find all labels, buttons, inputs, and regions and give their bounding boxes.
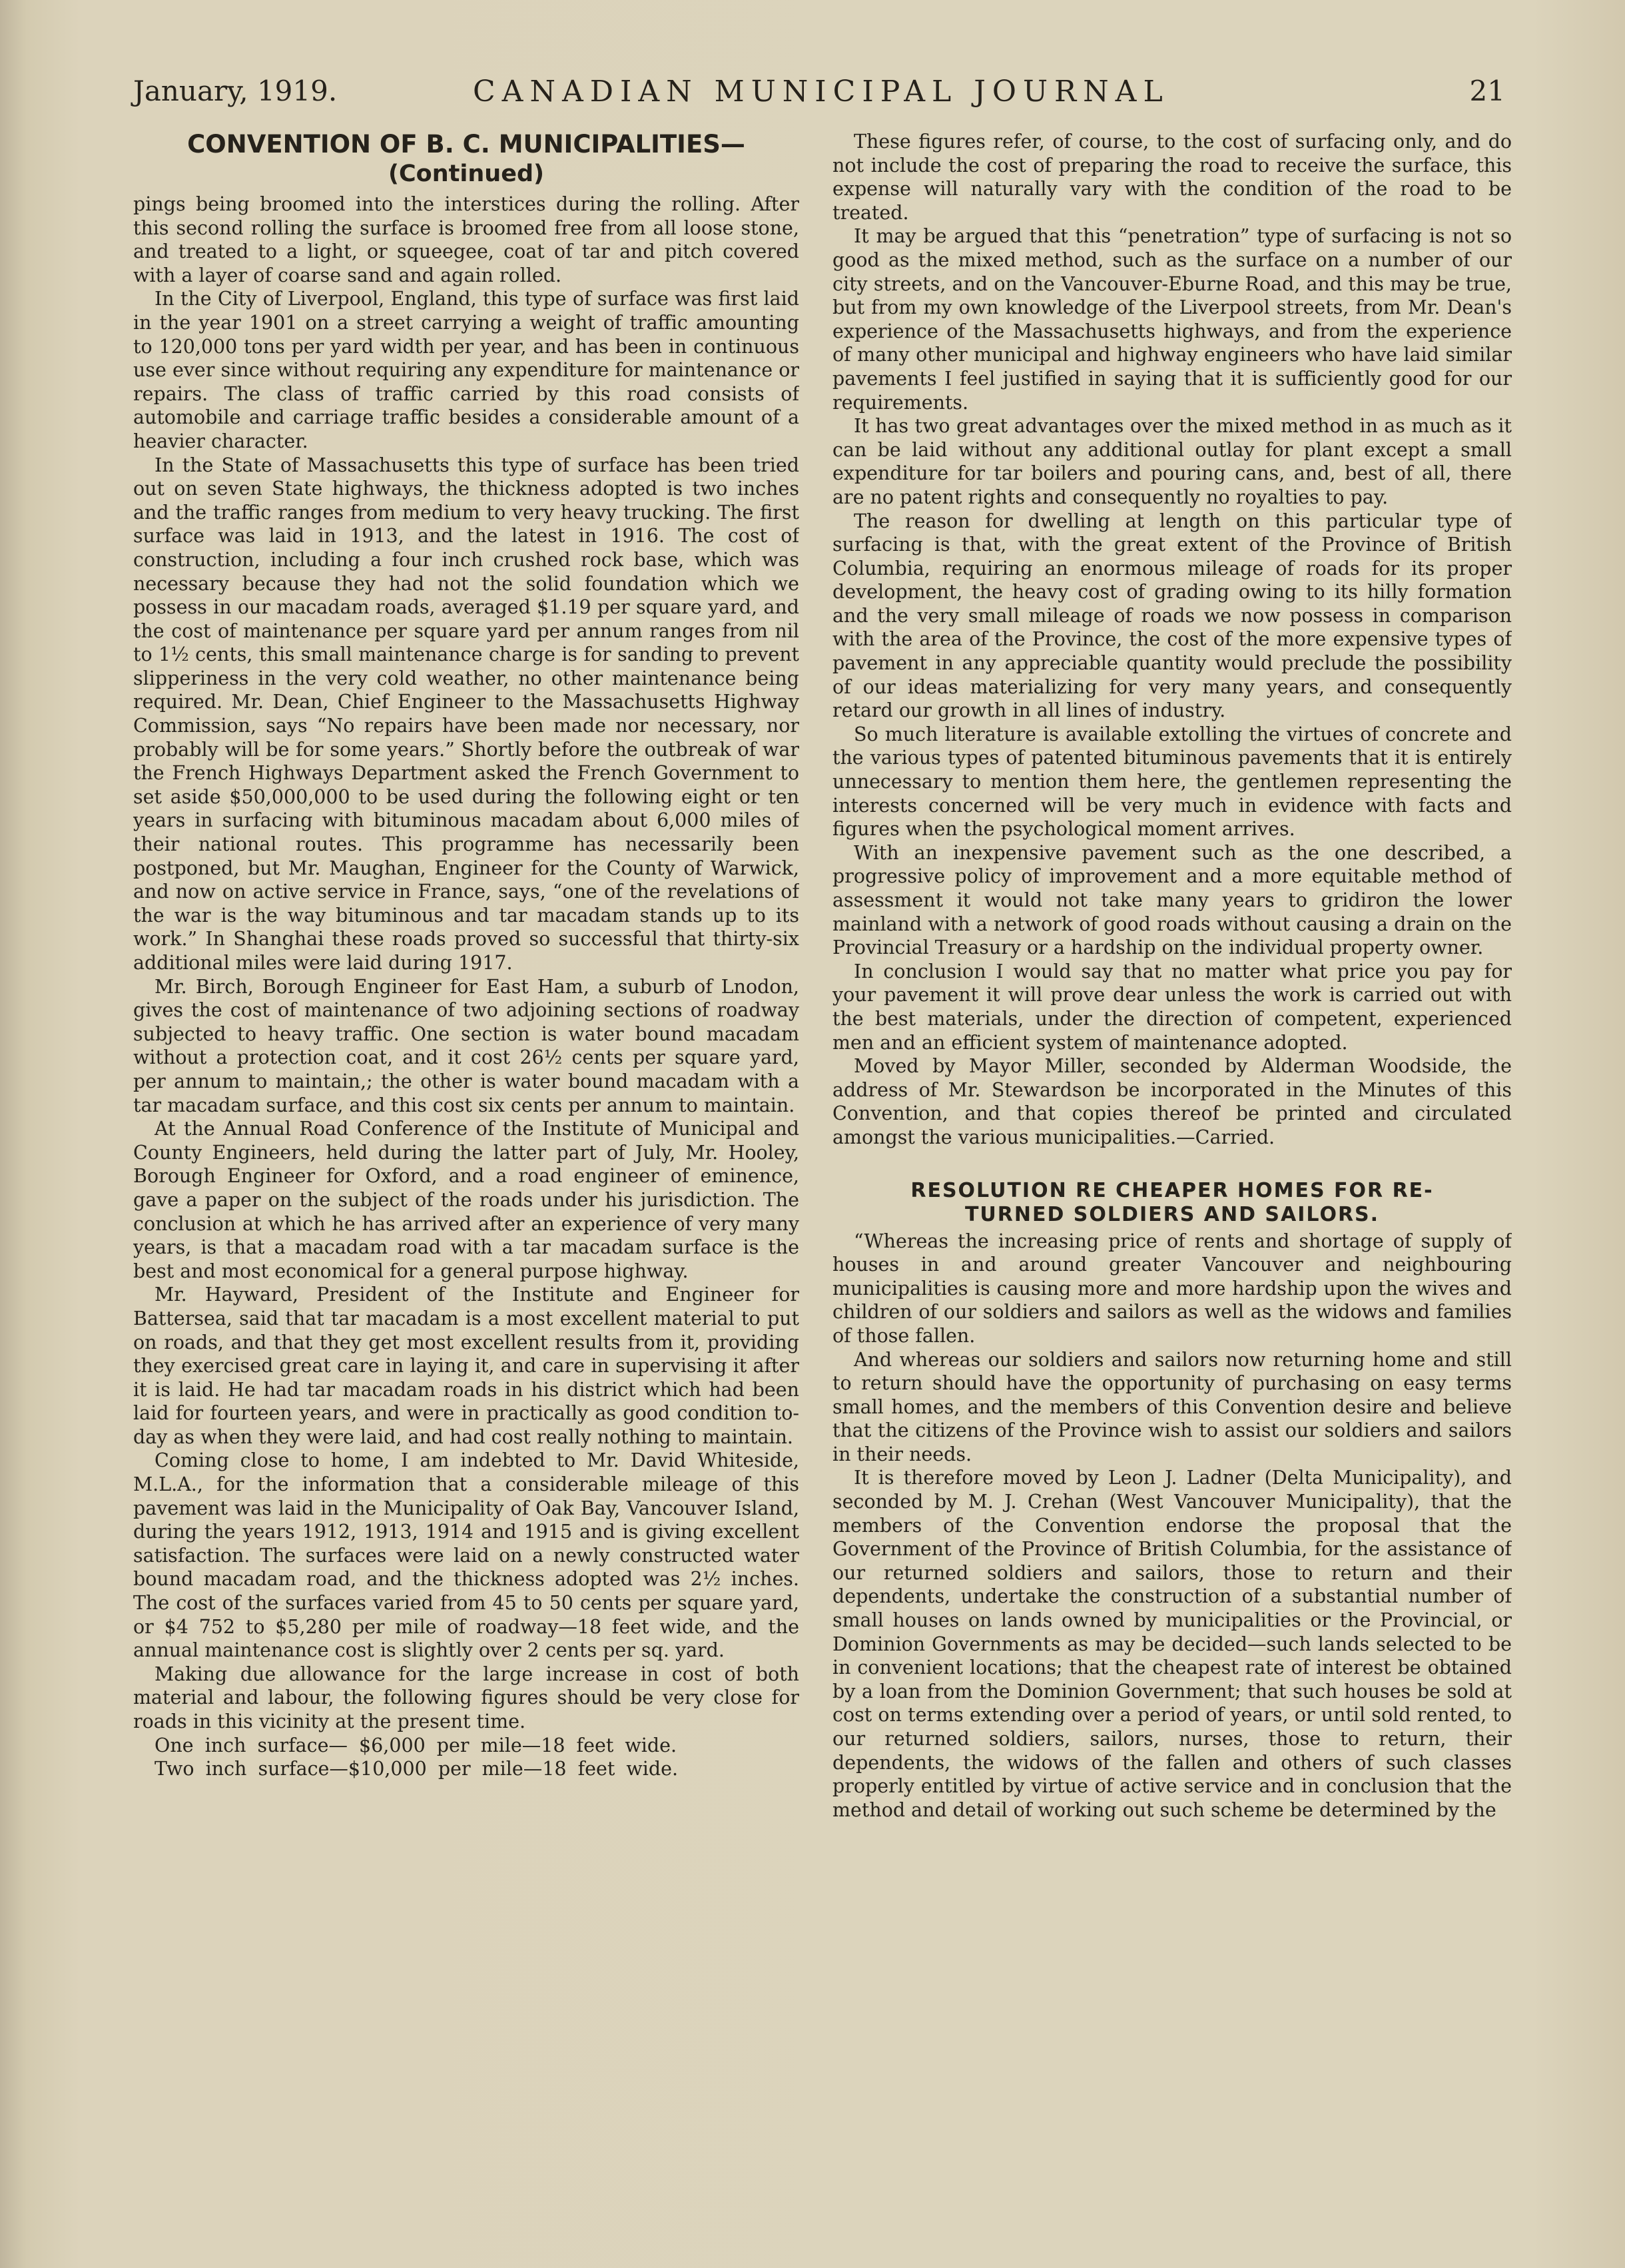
issue-date: January, 1919.	[133, 75, 338, 107]
paragraph: In conclusion I would say that no matter what price you pay for your pavement it will prove dear unless the work is carried out with the best materials, under the direction of competent, experienced men and an efficient system of maintenance adopted.	[832, 960, 1512, 1054]
paragraph: Mr. Birch, Borough Engineer for East Ham, a suburb of Lnodon, gives the cost of maintenance of two adjoining sections of roadway subjected to heavy traffic. One section is water bound macadam without a protection coat, and it cost 26½ cents per square yard, per annum to maintain,; the other is water bound macadam with a tar macadam surface, and this cost six cents per annum to maintain.	[133, 975, 799, 1116]
paragraph: The reason for dwelling at length on this particular type of surfacing is that, with the great extent of the Province of British Columbia, requiring an enormous mileage of roads for its proper development, the heavy cost of grading owing to its hilly formation and the very small mileage of roads we now possess in comparison with the area of the Province, the cost of the more expensive types of pavement in any appreciable quantity would preclude the possibility of our ideas materializing for very many years, and consequently retard our growth in all lines of industry.	[832, 510, 1512, 722]
resolution-heading-line2: TURNED SOLDIERS AND SAILORS.	[964, 1202, 1380, 1226]
resolution-heading-line1: RESOLUTION RE CHEAPER HOMES FOR RE-	[910, 1178, 1434, 1202]
paragraph: pings being broomed into the interstices during the rolling. After this second rolling the surface is broomed free from all loose stone, and treated to a light, or squeegee, coat of tar and pitch covered with a layer of coarse sand and again rolled.	[133, 193, 799, 286]
cost-figure-line: One inch surface— $6,000 per mile—18 feet wide.	[155, 1734, 677, 1756]
right-column	[832, 130, 1512, 2201]
page-number: 21	[1469, 75, 1505, 107]
paragraph: It may be argued that this “penetration” type of surfacing is not so good as the mixed method, such as the surface on a number of our city streets, and on the Vancouver-Eburne Road, and this may be true, but from my own knowledge of the Liverpool streets, from Mr. Dean's experience of the Massachusetts highways, and from the experience of many other municipal and highway engineers who have laid similar pavements I feel justified in saying that it is sufficiently good for our requirements.	[832, 225, 1512, 414]
paragraph: It has two great advantages over the mixed method in as much as it can be laid without any additional outlay for plant except a small expenditure for tar boilers and pouring cans, and, best of all, there are no patent rights and consequently no royalties to pay.	[832, 415, 1512, 508]
paragraph: Making due allowance for the large increase in cost of both material and labour, the following figures should be very close for roads in this vicinity at the present time.	[133, 1663, 799, 1732]
article-title: CONVENTION OF B. C. MUNICIPALITIES—	[187, 130, 745, 159]
article-subtitle: (Continued)	[388, 161, 544, 187]
cost-figure-line: Two inch surface—$10,000 per mile—18 feet wide.	[155, 1758, 679, 1780]
resolution-paragraph: It is therefore moved by Leon J. Ladner (Delta Municipality), and seconded by M. J. Crehan (West Vancouver Municipality), that the members of the Convention endorse the proposal that the Government of the Province of British Columbia, for the assistance of our returned soldiers and sailors, those to return and their dependents, undertake the construction of a substantial number of small houses on lands owned by municipalities or the Provincial, or Dominion Governments as may be decided—such lands selected to be in convenient locations; that the cheapest rate of interest be obtained by a loan from the Dominion Government; that such houses be sold at cost on terms extending over a period of years, or until sold rented, to our returned soldiers, sailors, nurses, those to return, their dependents, the widows of the fallen and others of such classes properly entitled by virtue of active service and in conclusion that the method and detail of working out such scheme be determined by the	[832, 1467, 1512, 1821]
paragraph: These figures refer, of course, to the cost of surfacing only, and do not include the cost of preparing the road to receive the surface, this expense will naturally vary with the condition of the road to be treated.	[832, 131, 1512, 224]
paragraph: So much literature is available extolling the virtues of concrete and the various types of patented bituminous pavements that it is entirely unnecessary to mention them here, the gentlemen representing the interests concerned will be very much in evidence with facts and figures when the psychological moment arrives.	[832, 723, 1512, 841]
paragraph: In the State of Massachusetts this type of surface has been tried out on seven State highways, the thickness adopted is two inches and the traffic ranges from medium to very heavy trucking. The first surface was laid in 1913, and the latest in 1916. The cost of construction, including a four inch crushed rock base, which was necessary because they had not the solid foundation which we possess in our macadam roads, averaged $1.19 per square yard, and the cost of maintenance per square yard per annum ranges from nil to 1½ cents, this small maintenance charge is for sanding to prevent slipperiness in the very cold weather, no other maintenance being required. Mr. Dean, Chief Engineer to the Massachusetts Highway Commission, says “No repairs have been made nor necessary, nor probably will be for some years.” Shortly before the outbreak of war the French Highways Department asked the French Government to set aside $50,000,000 to be used during the following eight or ten years in surfacing with bituminous macadam about 6,000 miles of their national routes. This programme has necessarily been postponed, but Mr. Maughan, Engineer for the County of Warwick, and now on active service in France, says, “one of the revelations of the war is the way bituminous and tar macadam stands up to its work.” In Shanghai these roads proved so successful that thirty-six additional miles were laid during 1917.	[133, 454, 799, 974]
paragraph: In the City of Liverpool, England, this type of surface was first laid in the year 1901 on a street carrying a weight of traffic amounting to 120,000 tons per yard width per year, and has been in continuous use ever since without requiring any expenditure for maintenance or repairs. The class of traffic carried by this road consists of automobile and carriage traffic besides a considerable amount of a heavier character.	[133, 288, 799, 452]
resolution-heading	[832, 1179, 1512, 1227]
resolution-paragraph: “Whereas the increasing price of rents and shortage of supply of houses in and around greater Vancouver and neighbouring municipalities is causing more and more hardship upon the wives and children of our soldiers and sailors as well as the widows and families of those fallen.	[832, 1230, 1512, 1347]
paragraph: With an inexpensive pavement such as the one described, a progressive policy of improvement and a more equitable method of assessment it would not take many years to gridiron the lower mainland with a network of good roads without causing a drain on the Provincial Treasury or a hardship on the individual property owner.	[832, 841, 1512, 959]
paragraph: Coming close to home, I am indebted to Mr. David Whiteside, M.L.A., for the information that a considerable mileage of this pavement was laid in the Municipality of Oak Bay, Vancouver Island, during the years 1912, 1913, 1914 and 1915 and is giving excellent satisfaction. The surfaces were laid on a newly constructed water bound macadam road, and the thickness adopted was 2½ inches. The cost of the surfaces varied from 45 to 50 cents per square yard, or $4 752 to $5,280 per mile of roadway—18 feet wide, and the annual maintenance cost is slightly over 2 cents per sq. yard.	[133, 1449, 799, 1662]
paragraph: Mr. Hayward, President of the Institute and Engineer for Battersea, said that tar macadam is a most excellent material to put on roads, and that they get most excellent results from it, providing they exercised great care in laying it, and care in supervising it after it is laid. He had tar macadam roads in his district which had been laid for fourteen years, and were in practically as good condition to-day as when they were laid, and had cost really nothing to maintain.	[133, 1284, 799, 1448]
running-header	[133, 75, 1505, 121]
left-column	[133, 130, 799, 2201]
paragraph: At the Annual Road Conference of the Institute of Municipal and County Engineers, held during the latter part of July, Mr. Hooley, Borough Engineer for Oxford, and a road engineer of eminence, gave a paper on the subject of the roads under his jurisdiction. The conclusion at which he has arrived after an experience of very many years, is that a macadam road with a tar macadam surface is the best and most economical for a general purpose highway.	[133, 1118, 799, 1282]
resolution-paragraph: And whereas our soldiers and sailors now returning home and still to return should have the opportunity of purchasing on easy terms small homes, and the members of this Convention desire and believe that the citizens of the Province wish to assist our soldiers and sailors in their needs.	[832, 1348, 1512, 1465]
paragraph: Moved by Mayor Miller, seconded by Alderman Woodside, the address of Mr. Stewardson be incorporated in the Minutes of this Convention, and that copies thereof be printed and circulated amongst the various municipalities.—Carried.	[832, 1055, 1512, 1148]
journal-title: CANADIAN MUNICIPAL JOURNAL	[473, 75, 1169, 109]
